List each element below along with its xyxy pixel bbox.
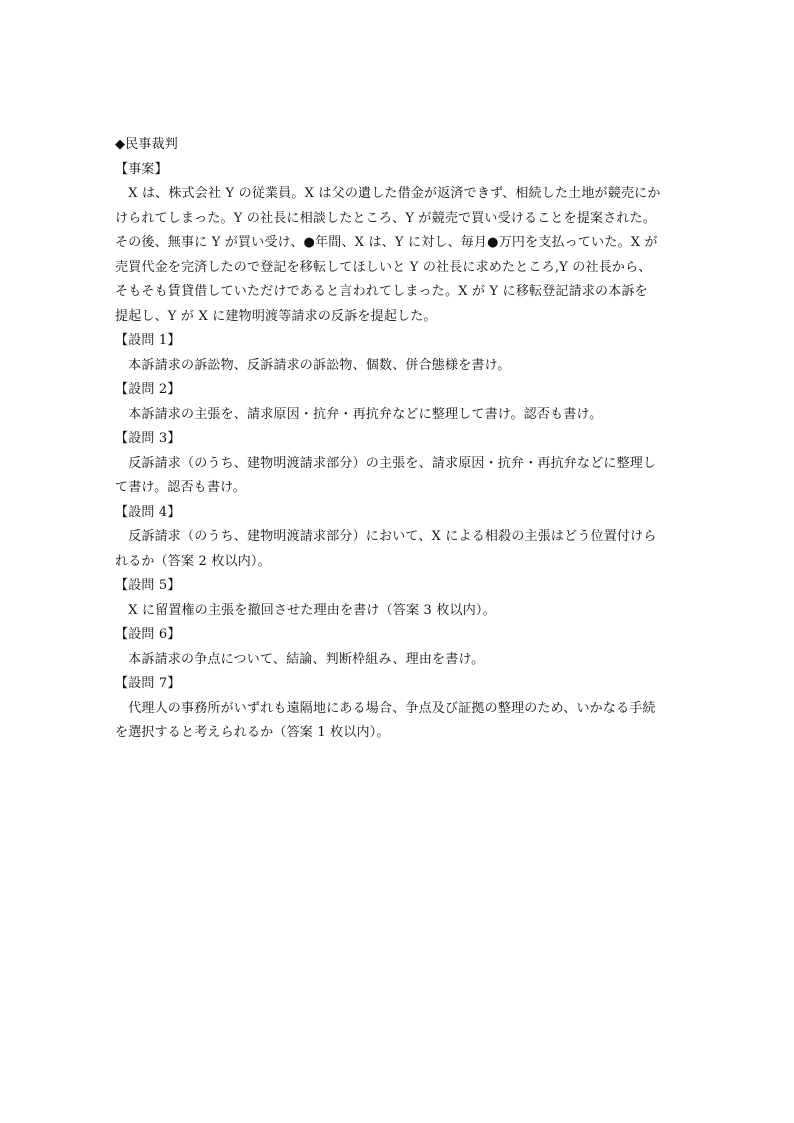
question-4 (115, 501, 692, 575)
question-label: 【設問 6】 (115, 627, 181, 642)
case-line: その後、無事に Y が買い受け、●年間、X は、Y に対し、毎月●万円を支払っていた。X が (115, 235, 658, 250)
question-line: れるか（答案 2 枚以内）。 (115, 553, 271, 569)
question-line: 本訴請求の訴訟物、反訴請求の訴訟物、個数、併合態様を書け。 (115, 357, 511, 373)
question-3 (115, 427, 692, 501)
question-line: て書け。認否も書け。 (115, 480, 246, 495)
case-line: 売買代金を完済したので登記を移転してほしいと Y の社長に求めたところ,Y の社長から、 (115, 259, 652, 275)
question-5 (115, 574, 692, 623)
question-label: 【設問 7】 (115, 676, 181, 691)
question-6 (115, 623, 692, 672)
question-line: 本訴請求の主張を、請求原因・抗弁・再抗弁などに整理して書け。認否も書け。 (115, 406, 603, 422)
question-7 (115, 672, 692, 746)
question-label: 【設問 5】 (115, 578, 181, 593)
question-label: 【設問 3】 (115, 431, 181, 446)
question-line: 反訴請求（のうち、建物明渡請求部分）において、X による相殺の主張はどう位置付けら (115, 529, 657, 544)
document-heading: ◆民事裁判 (115, 137, 178, 152)
question-line: 本訴請求の争点について、結論、判断枠組み、理由を書け。 (115, 651, 485, 667)
case-paragraph (115, 182, 692, 329)
question-label: 【設問 1】 (115, 333, 181, 348)
question-2 (115, 378, 692, 427)
case-line: X は、株式会社 Y の従業員。X は父の遺した借金が返済できず、相続した土地が競売にか (115, 186, 661, 201)
question-label: 【設問 4】 (115, 504, 181, 520)
question-1 (115, 329, 692, 378)
question-line: X に留置権の主張を撤回させた理由を書け（答案 3 枚以内）。 (115, 602, 496, 618)
case-line: 提起し、Y が X に建物明渡等請求の反訴を提起した。 (115, 308, 437, 324)
question-line: を選択すると考えられるか（答案 1 枚以内）。 (115, 725, 390, 740)
question-line: 代理人の事務所がいずれも遠隔地にある場合、争点及び証拠の整理のため、いかなる手続 (115, 700, 656, 716)
case-line: そもそも賃貸借していただけであると言われてしまった。X が Y に移転登記請求の本訴を (115, 284, 648, 299)
question-line: 反訴請求（のうち、建物明渡請求部分）の主張を、請求原因・抗弁・再抗弁などに整理し (115, 455, 657, 471)
document-body (115, 133, 692, 746)
case-line: けられてしまった。Y の社長に相談したところ、Y が競売で買い受けることを提案された。 (115, 210, 657, 226)
question-label: 【設問 2】 (115, 382, 181, 397)
case-label: 【事案】 (115, 161, 168, 177)
